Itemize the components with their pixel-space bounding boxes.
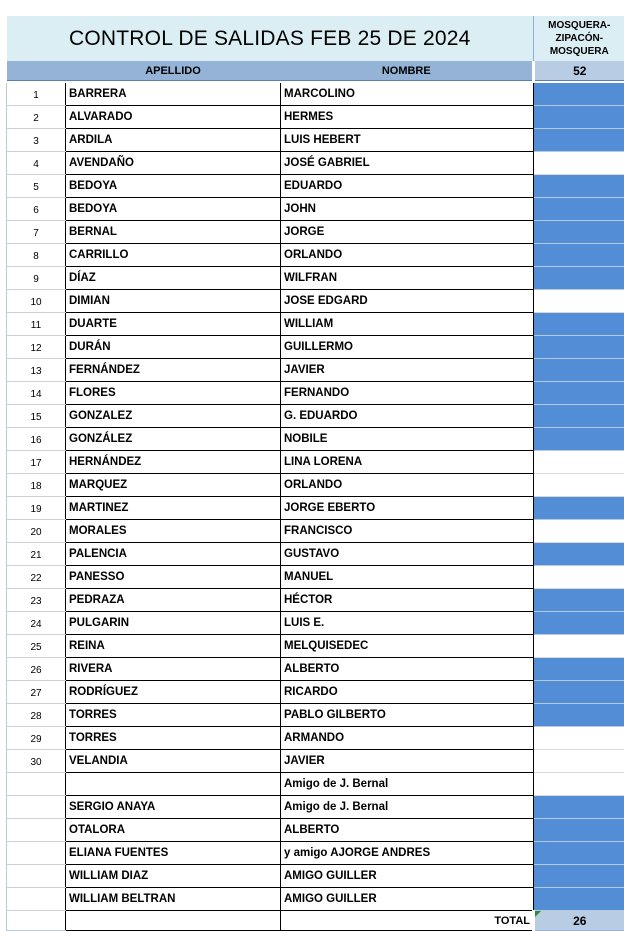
total-num-cell[interactable]	[7, 911, 66, 931]
attendance-mark-cell[interactable]	[534, 543, 624, 566]
row-number[interactable]: 21	[7, 543, 66, 566]
attendance-mark-cell[interactable]	[534, 336, 624, 359]
nombre-cell[interactable]: AMIGO GUILLER	[281, 865, 534, 888]
nombre-cell[interactable]: LUIS E.	[281, 612, 534, 635]
attendance-mark-cell[interactable]	[534, 175, 624, 198]
attendance-mark-cell[interactable]	[534, 635, 624, 658]
nombre-cell[interactable]: FRANCISCO	[281, 520, 534, 543]
row-number[interactable]: 18	[7, 474, 66, 497]
apellido-cell[interactable]: ARDILA	[66, 129, 281, 152]
header-num[interactable]	[7, 61, 66, 81]
attendance-mark-cell[interactable]	[534, 497, 624, 520]
total-label[interactable]: TOTAL	[281, 911, 534, 931]
apellido-cell[interactable]: DURÁN	[66, 336, 281, 359]
nombre-cell[interactable]: WILLIAM	[281, 313, 534, 336]
apellido-cell[interactable]: HERNÁNDEZ	[66, 451, 281, 474]
table-row	[7, 474, 624, 497]
nombre-cell[interactable]: ORLANDO	[281, 244, 534, 267]
table-row	[7, 290, 624, 313]
table-row	[7, 865, 624, 888]
table-row	[7, 635, 624, 658]
attendance-mark-cell[interactable]	[534, 405, 624, 428]
row-number[interactable]: 5	[7, 175, 66, 198]
nombre-cell[interactable]: NOBILE	[281, 428, 534, 451]
nombre-cell[interactable]: Amigo de J. Bernal	[281, 796, 534, 819]
apellido-cell[interactable]: BEDOYA	[66, 175, 281, 198]
apellido-cell[interactable]: BARRERA	[66, 83, 281, 106]
row-number[interactable]	[7, 796, 66, 819]
apellido-cell[interactable]: PANESSO	[66, 566, 281, 589]
attendance-mark-cell[interactable]	[534, 451, 624, 474]
row-number[interactable]	[7, 888, 66, 911]
attendance-mark-cell[interactable]	[534, 198, 624, 221]
table-row	[7, 175, 624, 198]
total-apellido-cell[interactable]	[66, 911, 281, 931]
nombre-cell[interactable]: AMIGO GUILLER	[281, 888, 534, 911]
attendance-mark-cell[interactable]	[534, 129, 624, 152]
attendance-mark-cell[interactable]	[534, 704, 624, 727]
attendance-mark-cell[interactable]	[534, 750, 624, 773]
row-number[interactable]: 8	[7, 244, 66, 267]
apellido-cell[interactable]: TORRES	[66, 704, 281, 727]
apellido-cell[interactable]: DIMIAN	[66, 290, 281, 313]
apellido-cell[interactable]: PULGARIN	[66, 612, 281, 635]
row-number[interactable]	[7, 819, 66, 842]
apellido-cell[interactable]: MARQUEZ	[66, 474, 281, 497]
nombre-cell[interactable]: HÉCTOR	[281, 589, 534, 612]
nombre-cell[interactable]: ORLANDO	[281, 474, 534, 497]
nombre-cell[interactable]: HERMES	[281, 106, 534, 129]
table-row	[7, 106, 624, 129]
formula-indicator-icon	[535, 911, 541, 917]
row-number[interactable]: 14	[7, 382, 66, 405]
attendance-mark-cell[interactable]	[534, 865, 624, 888]
apellido-cell[interactable]: DUARTE	[66, 313, 281, 336]
nombre-cell[interactable]: MANUEL	[281, 566, 534, 589]
table-row	[7, 198, 624, 221]
table-row	[7, 267, 624, 290]
apellido-cell[interactable]: FERNÁNDEZ	[66, 359, 281, 382]
header-apellido[interactable]: APELLIDO	[66, 61, 281, 81]
spreadsheet	[6, 16, 624, 931]
attendance-mark-cell[interactable]	[534, 221, 624, 244]
attendance-mark-cell[interactable]	[534, 796, 624, 819]
table-row	[7, 704, 624, 727]
row-number[interactable]: 30	[7, 750, 66, 773]
row-number[interactable]: 3	[7, 129, 66, 152]
route-line-2: ZIPACÓN-	[534, 32, 624, 45]
attendance-mark-cell[interactable]	[534, 819, 624, 842]
attendance-mark-cell[interactable]	[534, 313, 624, 336]
row-number[interactable]: 13	[7, 359, 66, 382]
nombre-cell[interactable]: ARMANDO	[281, 727, 534, 750]
total-value: 26	[573, 914, 586, 928]
apellido-cell[interactable]: PEDRAZA	[66, 589, 281, 612]
header-nombre[interactable]: NOMBRE	[281, 61, 534, 81]
attendance-mark-cell[interactable]	[534, 612, 624, 635]
nombre-cell[interactable]: LUIS HEBERT	[281, 129, 534, 152]
row-number[interactable]	[7, 865, 66, 888]
row-number[interactable]: 22	[7, 566, 66, 589]
apellido-cell[interactable]: PALENCIA	[66, 543, 281, 566]
nombre-cell[interactable]: JOSE EDGARD	[281, 290, 534, 313]
attendance-mark-cell[interactable]	[534, 727, 624, 750]
row-number[interactable]: 24	[7, 612, 66, 635]
nombre-cell[interactable]: ALBERTO	[281, 819, 534, 842]
apellido-cell[interactable]: GONZALEZ	[66, 405, 281, 428]
table-row	[7, 589, 624, 612]
attendance-mark-cell[interactable]	[534, 382, 624, 405]
attendance-mark-cell[interactable]	[534, 520, 624, 543]
nombre-cell[interactable]: ALBERTO	[281, 658, 534, 681]
table-row	[7, 796, 624, 819]
attendance-mark-cell[interactable]	[534, 83, 624, 106]
table-row	[7, 428, 624, 451]
column-header-row	[7, 61, 624, 81]
apellido-cell[interactable]: CARRILLO	[66, 244, 281, 267]
attendance-mark-cell[interactable]	[534, 773, 624, 796]
nombre-cell[interactable]: G. EDUARDO	[281, 405, 534, 428]
nombre-cell[interactable]: MARCOLINO	[281, 83, 534, 106]
row-number[interactable]: 26	[7, 658, 66, 681]
apellido-cell[interactable]: ELIANA FUENTES	[66, 842, 281, 865]
row-number[interactable]: 23	[7, 589, 66, 612]
row-number[interactable]	[7, 842, 66, 865]
nombre-cell[interactable]: JOSÉ GABRIEL	[281, 152, 534, 175]
table-row	[7, 543, 624, 566]
nombre-cell[interactable]: WILFRAN	[281, 267, 534, 290]
row-number[interactable]: 12	[7, 336, 66, 359]
attendance-mark-cell[interactable]	[534, 106, 624, 129]
attendance-mark-cell[interactable]	[534, 474, 624, 497]
row-number[interactable]: 1	[7, 83, 66, 106]
nombre-cell[interactable]: EDUARDO	[281, 175, 534, 198]
apellido-cell[interactable]: OTALORA	[66, 819, 281, 842]
nombre-cell[interactable]: JORGE EBERTO	[281, 497, 534, 520]
apellido-cell[interactable]: REINA	[66, 635, 281, 658]
row-number[interactable]: 2	[7, 106, 66, 129]
apellido-cell[interactable]: AVENDAÑO	[66, 152, 281, 175]
table-row	[7, 336, 624, 359]
row-number[interactable]: 19	[7, 497, 66, 520]
apellido-cell[interactable]: TORRES	[66, 727, 281, 750]
table-row	[7, 152, 624, 175]
table-row	[7, 313, 624, 336]
row-number[interactable]: 6	[7, 198, 66, 221]
apellido-cell[interactable]: WILLIAM DIAZ	[66, 865, 281, 888]
table-row	[7, 83, 624, 106]
apellido-cell[interactable]: ALVARADO	[66, 106, 281, 129]
table-row	[7, 520, 624, 543]
table-row	[7, 658, 624, 681]
attendance-table	[6, 16, 624, 931]
nombre-cell[interactable]: RICARDO	[281, 681, 534, 704]
row-number[interactable]: 25	[7, 635, 66, 658]
attendance-mark-cell[interactable]	[534, 681, 624, 704]
table-row	[7, 451, 624, 474]
nombre-cell[interactable]: GUILLERMO	[281, 336, 534, 359]
attendance-mark-cell[interactable]	[534, 267, 624, 290]
nombre-cell[interactable]: Amigo de J. Bernal	[281, 773, 534, 796]
table-row	[7, 819, 624, 842]
total-row	[7, 911, 624, 931]
table-row	[7, 773, 624, 796]
apellido-cell[interactable]: BERNAL	[66, 221, 281, 244]
apellido-cell[interactable]: MARTINEZ	[66, 497, 281, 520]
table-row	[7, 888, 624, 911]
apellido-cell[interactable]: RODRÍGUEZ	[66, 681, 281, 704]
apellido-cell[interactable]: FLORES	[66, 382, 281, 405]
row-number[interactable]: 11	[7, 313, 66, 336]
apellido-cell[interactable]: DÍAZ	[66, 267, 281, 290]
table-row	[7, 727, 624, 750]
table-row	[7, 129, 624, 152]
header-count[interactable]: 52	[534, 61, 624, 81]
apellido-cell[interactable]	[66, 773, 281, 796]
nombre-cell[interactable]: JAVIER	[281, 750, 534, 773]
nombre-cell[interactable]: JAVIER	[281, 359, 534, 382]
apellido-cell[interactable]: BEDOYA	[66, 198, 281, 221]
table-row	[7, 750, 624, 773]
title-row	[7, 16, 624, 61]
nombre-cell[interactable]: y amigo AJORGE ANDRES	[281, 842, 534, 865]
attendance-mark-cell[interactable]	[534, 290, 624, 313]
apellido-cell[interactable]: RIVERA	[66, 658, 281, 681]
attendance-mark-cell[interactable]	[534, 566, 624, 589]
row-number[interactable]: 15	[7, 405, 66, 428]
row-number[interactable]: 28	[7, 704, 66, 727]
attendance-mark-cell[interactable]	[534, 842, 624, 865]
row-number[interactable]	[7, 773, 66, 796]
row-number[interactable]: 20	[7, 520, 66, 543]
table-row	[7, 382, 624, 405]
nombre-cell[interactable]: MELQUISEDEC	[281, 635, 534, 658]
table-row	[7, 359, 624, 382]
row-number[interactable]: 29	[7, 727, 66, 750]
route-line-1: MOSQUERA-	[534, 19, 624, 32]
table-row	[7, 244, 624, 267]
row-number[interactable]: 7	[7, 221, 66, 244]
table-row	[7, 612, 624, 635]
apellido-cell[interactable]: VELANDIA	[66, 750, 281, 773]
nombre-cell[interactable]: FERNANDO	[281, 382, 534, 405]
nombre-cell[interactable]: PABLO GILBERTO	[281, 704, 534, 727]
route-line-3: MOSQUERA	[534, 45, 624, 58]
table-row	[7, 842, 624, 865]
attendance-mark-cell[interactable]	[534, 658, 624, 681]
apellido-cell[interactable]: SERGIO ANAYA	[66, 796, 281, 819]
row-number[interactable]: 10	[7, 290, 66, 313]
route-header[interactable]	[534, 16, 624, 61]
attendance-mark-cell[interactable]	[534, 359, 624, 382]
attendance-mark-cell[interactable]	[534, 428, 624, 451]
nombre-cell[interactable]: JORGE	[281, 221, 534, 244]
attendance-mark-cell[interactable]	[534, 152, 624, 175]
sheet-title[interactable]: CONTROL DE SALIDAS FEB 25 DE 2024	[7, 16, 534, 61]
attendance-mark-cell[interactable]	[534, 589, 624, 612]
table-row	[7, 405, 624, 428]
table-row	[7, 566, 624, 589]
row-number[interactable]: 16	[7, 428, 66, 451]
attendance-mark-cell[interactable]	[534, 888, 624, 911]
apellido-cell[interactable]: GONZÁLEZ	[66, 428, 281, 451]
table-row	[7, 497, 624, 520]
table-row	[7, 221, 624, 244]
apellido-cell[interactable]: MORALES	[66, 520, 281, 543]
attendance-mark-cell[interactable]	[534, 244, 624, 267]
row-number[interactable]: 9	[7, 267, 66, 290]
row-number[interactable]: 17	[7, 451, 66, 474]
row-number[interactable]: 27	[7, 681, 66, 704]
row-number[interactable]: 4	[7, 152, 66, 175]
nombre-cell[interactable]: LINA LORENA	[281, 451, 534, 474]
nombre-cell[interactable]: GUSTAVO	[281, 543, 534, 566]
total-value-cell[interactable]	[534, 911, 624, 931]
table-row	[7, 681, 624, 704]
apellido-cell[interactable]: WILLIAM BELTRAN	[66, 888, 281, 911]
nombre-cell[interactable]: JOHN	[281, 198, 534, 221]
